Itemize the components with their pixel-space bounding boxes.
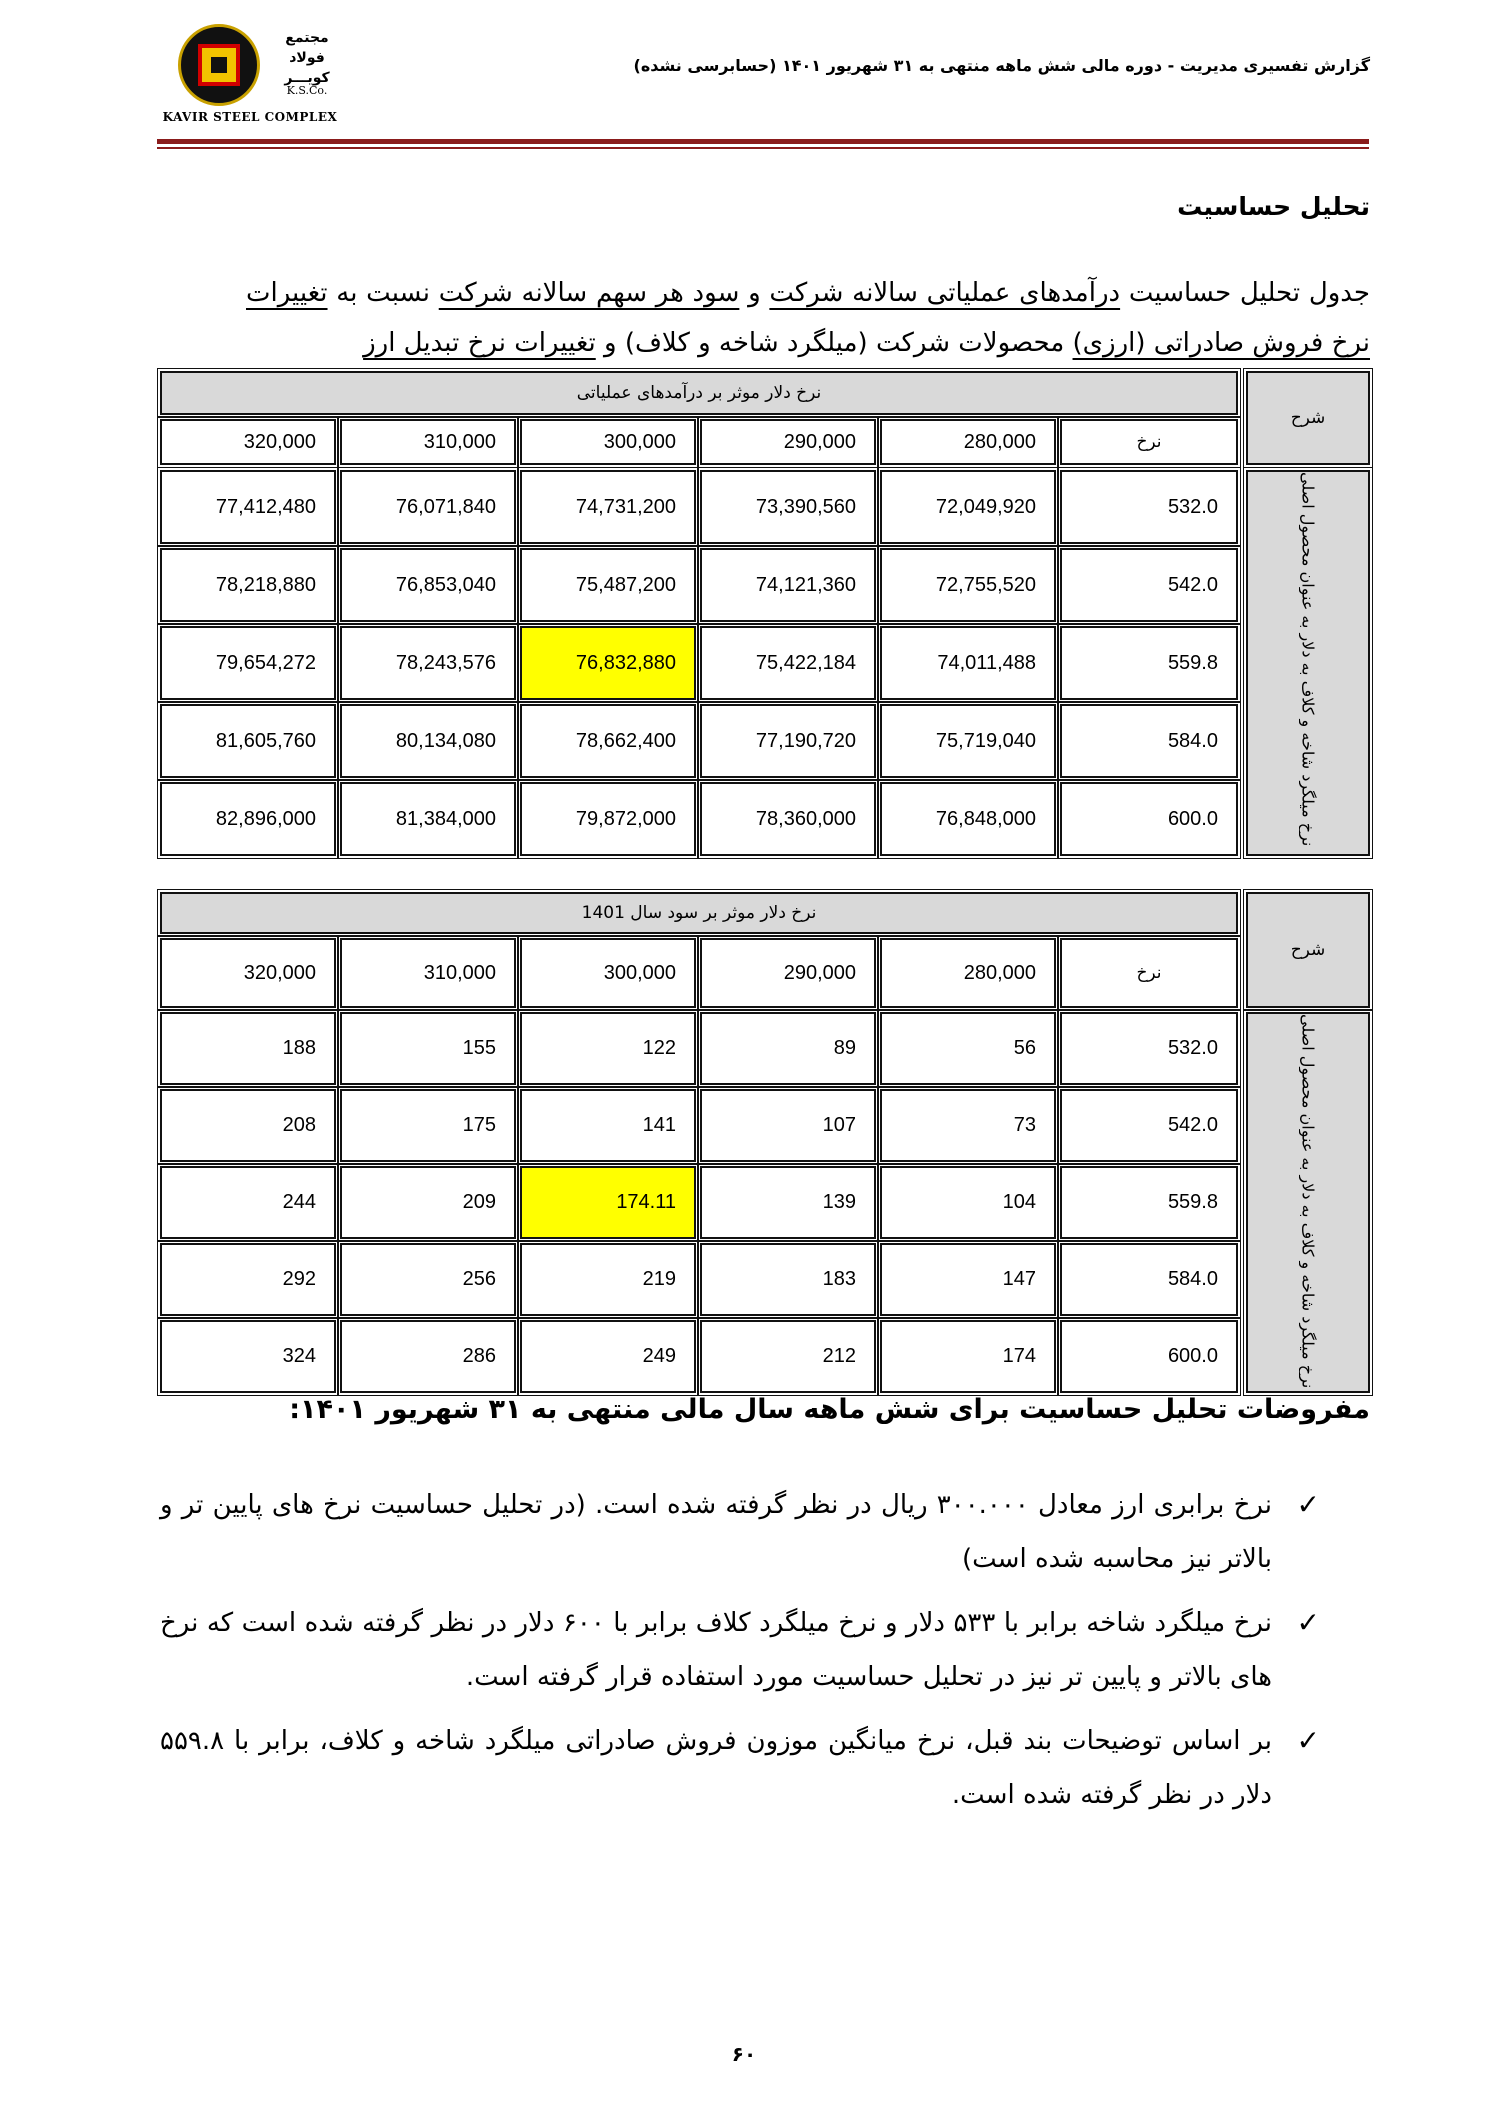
list-item: ✓ بر اساس توضیحات بند قبل، نرخ میانگین موزون فروش صادراتی میلگرد شاخه و کلاف، برابر با ۵۵۹.۸ دلار در نظر گرفته شده است. xyxy=(160,1714,1320,1822)
table2-rate-cell: 542.0 xyxy=(1060,1089,1238,1162)
table2-value-cell: 292 xyxy=(160,1243,336,1316)
table2-base-case-cell: 174.11 xyxy=(520,1166,696,1239)
table1-value-cell: 80,134,080 xyxy=(340,704,516,778)
table2-value-cell: 286 xyxy=(340,1320,516,1393)
table2-value-cell: 324 xyxy=(160,1320,336,1393)
table1-title: نرخ دلار موثر بر درآمدهای عملیاتی xyxy=(160,371,1238,415)
table1-value-cell: 76,071,840 xyxy=(340,470,516,544)
table1-value-cell: 72,049,920 xyxy=(880,470,1056,544)
section-title: تحلیل حساسیت xyxy=(1177,192,1370,221)
company-logo xyxy=(150,18,350,136)
table1-column-header: 320,000 xyxy=(160,419,336,465)
logo-english-name: KAVIR STEEL COMPLEX xyxy=(162,110,338,124)
table1-value-cell: 77,412,480 xyxy=(160,470,336,544)
table1-value-cell: 76,848,000 xyxy=(880,782,1056,856)
table1-side-label-text: نرخ میلگرد شاخه و کلاف به دلار به عنوان محصول اصلی xyxy=(1298,472,1318,847)
table2-value-cell: 147 xyxy=(880,1243,1056,1316)
table2-value-cell: 249 xyxy=(520,1320,696,1393)
table1-rate-cell: 584.0 xyxy=(1060,704,1238,778)
table2-value-cell: 188 xyxy=(160,1012,336,1085)
table2-value-cell: 107 xyxy=(700,1089,876,1162)
table1-value-cell: 76,853,040 xyxy=(340,548,516,622)
table2-value-cell: 73 xyxy=(880,1089,1056,1162)
table1-value-cell: 74,731,200 xyxy=(520,470,696,544)
assumptions-title: مفروضات تحلیل حساسیت برای شش ماهه سال مالی منتهی به ۳۱ شهریور ۱۴۰۱: xyxy=(289,1394,1370,1425)
table2-value-cell: 122 xyxy=(520,1012,696,1085)
table1-value-cell: 81,384,000 xyxy=(340,782,516,856)
table2-rate-header: نرخ xyxy=(1060,938,1238,1008)
table2-rate-cell: 584.0 xyxy=(1060,1243,1238,1316)
table2-value-cell: 139 xyxy=(700,1166,876,1239)
table1-value-cell: 82,896,000 xyxy=(160,782,336,856)
table2-value-cell: 141 xyxy=(520,1089,696,1162)
table2-rate-cell: 559.8 xyxy=(1060,1166,1238,1239)
table2-side-label xyxy=(1246,1012,1370,1393)
list-item: ✓ نرخ برابری ارز معادل ۳۰۰.۰۰۰ ریال در نظر گرفته شده است. (در تحلیل حساسیت نرخ های پایین تر و بالاتر نیز محاسبه شده است) xyxy=(160,1478,1320,1586)
page-number: ۶۰ xyxy=(731,2042,757,2066)
table1-rate-cell: 559.8 xyxy=(1060,626,1238,700)
table1-value-cell: 77,190,720 xyxy=(700,704,876,778)
table1-value-cell: 78,218,880 xyxy=(160,548,336,622)
header-divider-thin xyxy=(157,147,1369,149)
table2-value-cell: 175 xyxy=(340,1089,516,1162)
logo-abbrev: K.S.Co. xyxy=(286,84,328,97)
table2-value-cell: 209 xyxy=(340,1166,516,1239)
table1-desc-header: شرح xyxy=(1246,371,1370,465)
logo-emblem-icon xyxy=(178,24,260,106)
table2-value-cell: 219 xyxy=(520,1243,696,1316)
table2-value-cell: 174 xyxy=(880,1320,1056,1393)
table2-rate-cell: 600.0 xyxy=(1060,1320,1238,1393)
table1-value-cell: 72,755,520 xyxy=(880,548,1056,622)
header-divider xyxy=(157,139,1369,144)
table1-rate-header: نرخ xyxy=(1060,419,1238,465)
report-header-title: گزارش تفسیری مدیریت - دوره مالی شش ماهه منتهی به ۳۱ شهریور ۱۴۰۱ (حسابرسی نشده) xyxy=(633,56,1370,75)
table1-rate-cell: 542.0 xyxy=(1060,548,1238,622)
table2-value-cell: 244 xyxy=(160,1166,336,1239)
table1-column-header: 300,000 xyxy=(520,419,696,465)
table1-rate-cell: 600.0 xyxy=(1060,782,1238,856)
checkmark-icon: ✓ xyxy=(1296,1606,1320,1639)
table2-side-label-text: نرخ میلگرد شاخه و کلاف به دلار به عنوان محصول اصلی xyxy=(1298,1014,1318,1389)
table2-column-header: 290,000 xyxy=(700,938,876,1008)
table1-value-cell: 73,390,560 xyxy=(700,470,876,544)
checkmark-icon: ✓ xyxy=(1296,1724,1320,1757)
table2-column-header: 310,000 xyxy=(340,938,516,1008)
table1-value-cell: 75,487,200 xyxy=(520,548,696,622)
table1-value-cell: 75,719,040 xyxy=(880,704,1056,778)
table1-value-cell: 79,654,272 xyxy=(160,626,336,700)
table1-column-header: 290,000 xyxy=(700,419,876,465)
table1-value-cell: 78,243,576 xyxy=(340,626,516,700)
table2-column-header: 280,000 xyxy=(880,938,1056,1008)
table1-value-cell: 78,360,000 xyxy=(700,782,876,856)
checkmark-icon: ✓ xyxy=(1296,1488,1320,1521)
assumptions-list xyxy=(160,1478,1320,1832)
table1-base-case-cell: 76,832,880 xyxy=(520,626,696,700)
table2-value-cell: 155 xyxy=(340,1012,516,1085)
table2-value-cell: 256 xyxy=(340,1243,516,1316)
table2-value-cell: 183 xyxy=(700,1243,876,1316)
logo-persian-text: مجتمع فولاد کویـــر xyxy=(284,30,330,86)
table1-value-cell: 75,422,184 xyxy=(700,626,876,700)
table2-value-cell: 208 xyxy=(160,1089,336,1162)
table2-value-cell: 89 xyxy=(700,1012,876,1085)
table1-side-label xyxy=(1246,470,1370,856)
list-item: ✓ نرخ میلگرد شاخه برابر با ۵۳۳ دلار و نرخ میلگرد کلاف برابر با ۶۰۰ دلار در نظر گرفته شده است که نرخ های بالاتر و پایین تر نیز در تحلیل حساسیت مورد استفاده قرار گرفته است. xyxy=(160,1596,1320,1704)
table1-value-cell: 74,011,488 xyxy=(880,626,1056,700)
table2-desc-header: شرح xyxy=(1246,892,1370,1008)
intro-paragraph: جدول تحلیل حساسیت درآمدهای عملیاتی سالانه شرکت و سود هر سهم سالانه شرکت نسبت به تغییرات نرخ فروش صادراتی (ارزی) محصولات شرکت (میلگرد شاخه و کلاف) و تغییرات نرخ تبدیل ارز xyxy=(246,278,1370,358)
table1-rate-cell: 532.0 xyxy=(1060,470,1238,544)
table1-column-header: 280,000 xyxy=(880,419,1056,465)
table2-column-header: 320,000 xyxy=(160,938,336,1008)
table1-value-cell: 79,872,000 xyxy=(520,782,696,856)
table1-value-cell: 81,605,760 xyxy=(160,704,336,778)
table2-value-cell: 212 xyxy=(700,1320,876,1393)
table2-column-header: 300,000 xyxy=(520,938,696,1008)
table1-value-cell: 78,662,400 xyxy=(520,704,696,778)
table1-value-cell: 74,121,360 xyxy=(700,548,876,622)
table2-value-cell: 104 xyxy=(880,1166,1056,1239)
table2-title: نرخ دلار موثر بر سود سال 1401 xyxy=(160,892,1238,934)
table2-value-cell: 56 xyxy=(880,1012,1056,1085)
table1-column-header: 310,000 xyxy=(340,419,516,465)
table2-rate-cell: 532.0 xyxy=(1060,1012,1238,1085)
